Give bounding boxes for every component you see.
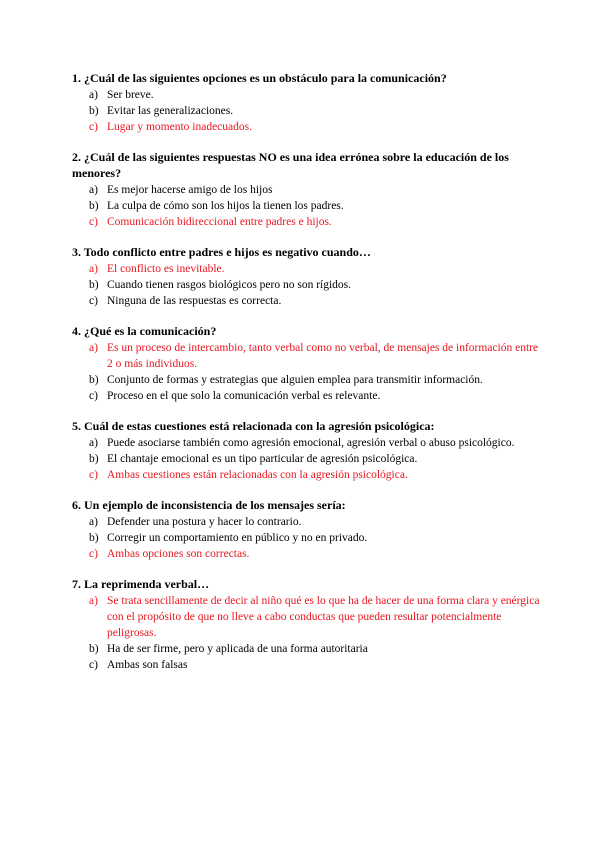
option-text: La culpa de cómo son los hijos la tienen los padres. <box>107 200 344 212</box>
option-text: Proceso en el que solo la comunicación verbal es relevante. <box>107 390 381 402</box>
option-letter: a) <box>89 89 98 101</box>
option-list <box>72 514 540 562</box>
option-letter: b) <box>89 453 99 465</box>
option-list <box>72 261 540 309</box>
option-letter: a) <box>89 263 98 275</box>
option-correct <box>72 214 540 230</box>
option-text: Ser breve. <box>107 89 154 101</box>
option-text: Corregir un comportamiento en público y no en privado. <box>107 532 368 544</box>
option-text: Cuando tienen rasgos biológicos pero no son rígidos. <box>107 279 352 291</box>
option <box>72 641 540 657</box>
option-letter: c) <box>89 390 98 402</box>
option-letter: b) <box>89 105 99 117</box>
option-correct <box>72 119 540 135</box>
option-correct <box>72 546 540 562</box>
question-title: 2. ¿Cuál de las siguientes respuestas NO es una idea errónea sobre la educación de los menores? <box>72 150 509 180</box>
option-letter: b) <box>89 374 99 386</box>
question-2 <box>72 149 540 230</box>
option-list <box>72 340 540 404</box>
option <box>72 514 540 530</box>
option-list <box>72 87 540 135</box>
option-list <box>72 182 540 230</box>
option-text: Ninguna de las respuestas es correcta. <box>107 295 282 307</box>
option <box>72 451 540 467</box>
option-text: Ha de ser firme, pero y aplicada de una forma autoritaria <box>107 643 368 655</box>
question-3 <box>72 244 540 309</box>
option-text: Ambas son falsas <box>107 659 188 671</box>
option <box>72 435 540 451</box>
question-title: 6. Un ejemplo de inconsistencia de los mensajes sería: <box>72 498 346 512</box>
option <box>72 388 540 404</box>
option-text: Puede asociarse también como agresión emocional, agresión verbal o abuso psicológico. <box>107 437 515 449</box>
option-letter: a) <box>89 437 98 449</box>
option-text: Es un proceso de intercambio, tanto verbal como no verbal, de mensajes de información entre 2 o más individuos. <box>107 342 539 370</box>
option <box>72 657 540 673</box>
option-list <box>72 435 540 483</box>
question-title: 4. ¿Qué es la comunicación? <box>72 324 217 338</box>
option-correct <box>72 467 540 483</box>
option-correct <box>72 261 540 277</box>
option-letter: c) <box>89 659 98 671</box>
question-1 <box>72 70 540 135</box>
option-text: El chantaje emocional es un tipo particular de agresión psicológica. <box>107 453 418 465</box>
option-list <box>72 593 540 673</box>
option <box>72 198 540 214</box>
option-correct <box>72 593 540 641</box>
question-title: 5. Cuál de estas cuestiones está relacionada con la agresión psicológica: <box>72 419 435 433</box>
option-text: Ambas cuestiones están relacionadas con la agresión psicológica. <box>107 469 408 481</box>
option-letter: a) <box>89 516 98 528</box>
question-4 <box>72 323 540 404</box>
option-text: Lugar y momento inadecuados. <box>107 121 252 133</box>
option <box>72 293 540 309</box>
question-list <box>72 70 540 673</box>
option-letter: c) <box>89 469 98 481</box>
option-text: Ambas opciones son correctas. <box>107 548 250 560</box>
option-letter: a) <box>89 342 98 354</box>
option-correct <box>72 340 540 372</box>
option-letter: c) <box>89 295 98 307</box>
option-letter: a) <box>89 184 98 196</box>
question-7 <box>72 576 540 673</box>
question-title: 7. La reprimenda verbal… <box>72 577 210 591</box>
question-title: 1. ¿Cuál de las siguientes opciones es un obstáculo para la comunicación? <box>72 71 447 85</box>
option-text: Se trata sencillamente de decir al niño qué es lo que ha de hacer de una forma clara y enérgica con el propósito de que no lleve a cabo conductas que pueden resultar potencialmente peligrosas. <box>107 595 540 639</box>
option <box>72 372 540 388</box>
question-title: 3. Todo conflicto entre padres e hijos es negativo cuando… <box>72 245 371 259</box>
option-letter: a) <box>89 595 98 607</box>
option-letter: c) <box>89 216 98 228</box>
option-letter: b) <box>89 532 99 544</box>
option <box>72 530 540 546</box>
option <box>72 277 540 293</box>
option-letter: b) <box>89 279 99 291</box>
option-text: Es mejor hacerse amigo de los hijos <box>107 184 273 196</box>
option-letter: c) <box>89 121 98 133</box>
option-letter: b) <box>89 200 99 212</box>
option <box>72 103 540 119</box>
option-letter: b) <box>89 643 99 655</box>
question-6 <box>72 497 540 562</box>
question-5 <box>72 418 540 483</box>
option-text: El conflicto es inevitable. <box>107 263 225 275</box>
option-letter: c) <box>89 548 98 560</box>
option-text: Evitar las generalizaciones. <box>107 105 234 117</box>
option <box>72 182 540 198</box>
option-text: Defender una postura y hacer lo contrario. <box>107 516 302 528</box>
option-text: Comunicación bidireccional entre padres e hijos. <box>107 216 332 228</box>
option <box>72 87 540 103</box>
option-text: Conjunto de formas y estrategias que alguien emplea para transmitir información. <box>107 374 483 386</box>
